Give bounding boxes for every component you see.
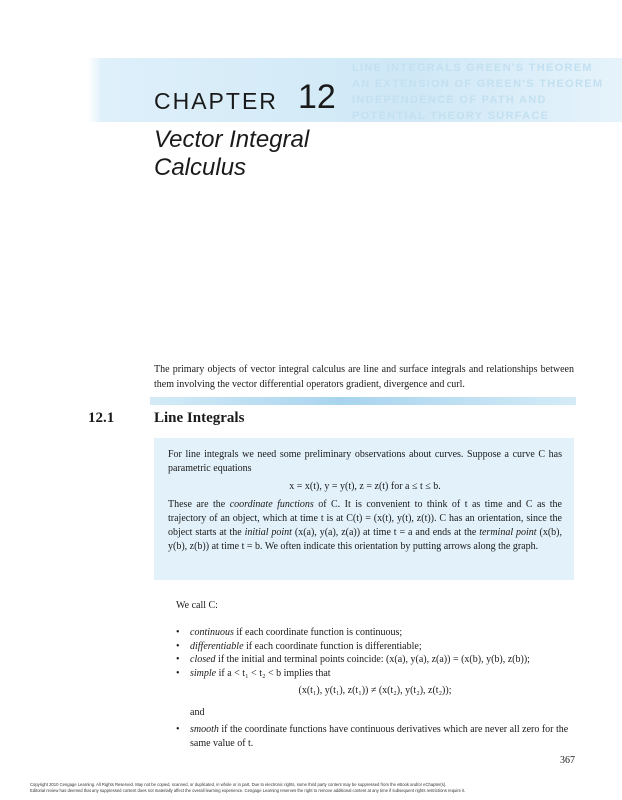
term: differentiable: [190, 640, 244, 652]
chapter-label: CHAPTER: [154, 88, 278, 114]
term: smooth: [190, 724, 219, 735]
bullet-icon: •: [176, 667, 180, 679]
chapter-title-line1: Vector Integral: [154, 126, 310, 153]
list-item: [176, 626, 574, 640]
copyright-line: Editorial review has deemed that any suppressed content does not materially affect the overall learning experience. Cengage Learning reserves the right to remove additional content at any time if subsequent rights restrictions require it.: [30, 788, 466, 793]
list-item: [176, 667, 574, 681]
bullet-icon: •: [176, 640, 180, 652]
text-run: of C. It is convenient to think of t as time and C as the trajectory of an object, which at time t is at C(t) = (x(t), y(t), z(t)). C has an orientation, since the object starts at the: [168, 499, 562, 538]
page-number: 367: [560, 755, 575, 766]
header-band-fade: [88, 58, 102, 122]
topic-line: POTENTIAL THEORY SURFACE: [352, 110, 550, 122]
and-text: and: [190, 706, 205, 718]
term: closed: [190, 654, 216, 665]
bullet-icon: •: [176, 627, 180, 638]
chapter-number: 12: [298, 78, 336, 116]
definition: if each coordinate function is differentiable;: [243, 640, 422, 652]
copyright-notice: [30, 782, 610, 794]
topic-line: AN EXTENSION OF GREEN'S THEOREM: [352, 78, 604, 90]
bullet-icon: •: [176, 724, 180, 735]
list-item: [176, 640, 574, 654]
highlight-box-content: [168, 448, 562, 554]
bullet-icon: •: [176, 654, 180, 665]
chapter-topics: [352, 60, 622, 124]
definition: if a < t₁ < t₂ < b implies that: [216, 667, 331, 679]
text-run: These are the: [168, 499, 230, 510]
term-terminal-point: terminal point: [479, 527, 537, 538]
simple-condition-equation: (x(t₁), y(t₁), z(t₁)) ≠ (x(t₂), y(t₂), z(t₂));: [298, 685, 452, 696]
section-title: Line Integrals: [154, 410, 245, 426]
definition: if each coordinate function is continuous;: [233, 627, 403, 638]
text-run: (x(b), y(b), z(b)) at time t = b. We often indicate this orientation by putting arrows along the graph.: [168, 527, 562, 552]
topic-line: LINE INTEGRALS GREEN'S THEOREM: [352, 62, 593, 74]
section-rule: [150, 397, 576, 405]
chapter-title: [154, 126, 309, 182]
definition: if the coordinate functions have continuous derivatives which are never all zero for the same value of t.: [190, 724, 569, 749]
text-run: (x(a), y(a), z(a)) at time t = a and ends at the: [291, 527, 480, 538]
box-paragraph-2: [168, 498, 562, 554]
parametric-equation: x = x(t), y = y(t), z = z(t) for a ≤ t ≤ b.: [289, 481, 441, 492]
topic-line: INDEPENDENCE OF PATH AND: [352, 94, 547, 106]
chapter-intro: The primary objects of vector integral calculus are line and surface integrals and relationships between them involving the vector differential operators gradient, divergence and curl.: [154, 364, 574, 390]
box-paragraph-1: For line integrals we need some preliminary observations about curves. Suppose a curve C has parametric equations: [168, 449, 562, 474]
term-initial-point: initial point: [244, 527, 292, 538]
definition-list: [176, 626, 574, 750]
copyright-line: Copyright 2010 Cengage Learning. All Rights Reserved. May not be copied, scanned, or duplicated, in whole or in part. Due to electronic rights, some third party content may be suppressed from the eBook and/or eChapter(s).: [30, 782, 447, 787]
chapter-title-line2: Calculus: [154, 154, 247, 181]
list-item: [176, 723, 574, 750]
term: continuous: [190, 627, 234, 638]
term: simple: [190, 667, 217, 679]
list-item: [176, 653, 574, 667]
definition: if the initial and terminal points coincide: (x(a), y(a), z(a)) = (x(b), y(b), z(b));: [215, 654, 530, 665]
we-call-c: We call C:: [176, 600, 218, 611]
term-coordinate-functions: coordinate functions: [229, 499, 314, 510]
section-number: 12.1: [88, 410, 115, 426]
